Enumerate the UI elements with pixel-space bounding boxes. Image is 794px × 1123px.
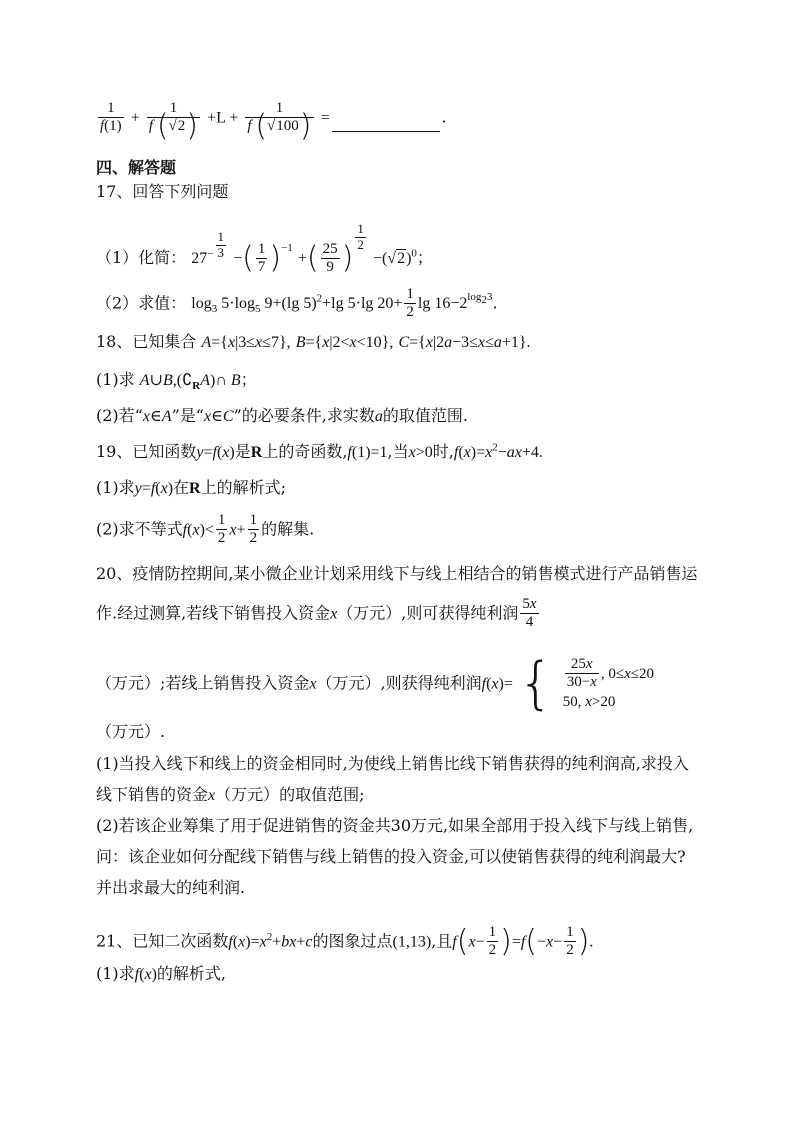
q19-part1: (1)求y=f(x)在R上的解析式; (96, 478, 287, 497)
q21-part1-b: 的解析式, (156, 964, 226, 983)
q20-line3-b: （万元）,则获得纯利润 (316, 673, 482, 693)
fraction-1-over-f-sqrt2: $\frac{1}{f (√2)}$ (148, 100, 198, 144)
q20-line3-a: （万元）;若线上销售投入资金 (96, 673, 310, 693)
q18-var-a: a (374, 408, 383, 425)
q18-stem: 18、已知集合 A={x|3≤x≤7}, B={x|2<x<10}, C={x|2a−3≤x≤a+1}. (96, 332, 531, 351)
q19-stem-d: ,当 (387, 442, 409, 461)
q20-part2-line1: (2)若该企业筹集了用于促进销售的资金共30万元,如果全部用于投入线下与线上销售, (96, 816, 694, 835)
q19-stem-e: 时, (432, 442, 454, 461)
q20-line1: 20、疫情防控期间,某小微企业计划采用线下与线上相结合的销售模式进行产品销售运 (96, 564, 698, 583)
q17-stem: 17、回答下列问题 (96, 182, 229, 201)
q17-part2-end: . (492, 293, 498, 313)
q21-part1-a: (1)求 (96, 964, 135, 983)
q16-expression: $\frac{1}{f(1)}$ + $\frac{1}{f (√2)}$ +L + $\frac{1}{f (√100)}$ = . (100, 100, 447, 144)
q16-period: . (441, 107, 447, 127)
answer-blank[interactable] (332, 131, 440, 132)
piecewise-function: { $\frac{25x}{30-x}$ , 0≤x≤20 50, x>20 (517, 651, 654, 716)
q19-part1-a: (1)求 (96, 478, 135, 497)
q18-part2: (2)若“x∈A”是“x∈C”的必要条件,求实数a的取值范围. (96, 406, 468, 425)
q18-part2-d: 的取值范围. (382, 406, 468, 425)
q19-stem-a: 19、已知函数 (96, 442, 197, 461)
q19-stem-b: 是 (234, 442, 251, 461)
q19-real-R-2: R (189, 480, 201, 497)
q20-line4: （万元）. (96, 722, 166, 741)
q19-part2-a: (2)求不等式 (96, 519, 183, 539)
q17-part1-label: （1）化简： (96, 247, 187, 267)
q20-line2-a: 作.经过测算,若线下销售投入资金 (96, 603, 331, 623)
q18-part2-b: ”是“ (171, 406, 204, 425)
q18-part1-label: (1)求 (96, 370, 135, 389)
q21-stem-b: 的图象过点 (312, 931, 393, 951)
q19-part1-b: 在 (173, 478, 190, 497)
q20-part1-line2-a: 线下销售的资金 (96, 785, 209, 804)
q19-real-R: R (250, 444, 263, 461)
q20-part1-line2-b: （万元）的取值范围; (215, 785, 365, 804)
q21-stem-a: 21、已知二次函数 (96, 931, 229, 951)
q19-stem-c: 上的奇函数, (262, 442, 348, 461)
q19-part2: (2)求不等式f(x)< $\frac{1}{2}$ x+ $\frac{1}{2}$ 的解集. (96, 512, 315, 547)
q20-part2-line2: 问：该企业如何分配线下销售与线上销售的投入资金,可以使销售获得的纯利润最大? (96, 847, 686, 866)
q21-stem-c: ,且 (431, 931, 453, 951)
fraction-1-over-f1: $\frac{1}{f(1)}$ (100, 100, 122, 135)
q18-part1-end: ； (240, 370, 257, 389)
q17-part1: （1）化简： $27^{- \frac{1}{3}}$ −( $\frac{1}{7}$ )$^{-1}$ +( $\frac{25}{9}$ ) $^{\frac{1}{2}}$ $-(√2)^0$； (96, 221, 433, 276)
q20-part1-line2: 线下销售的资金x（万元）的取值范围; (96, 785, 365, 804)
q19-stem: 19、已知函数y=f(x)是R上的奇函数,f(1)=1,当x>0时$,f(x)=x^2-ax+4$. (96, 441, 543, 461)
q18-part2-a: (2)若“ (96, 406, 143, 425)
fraction-1-over-f-sqrt100: $\frac{1}{f (√100)}$ (247, 100, 312, 144)
q20-part2-line3: 并出求最大的纯利润. (96, 878, 246, 897)
q21-stem: 21、已知二次函数$f(x)=x^2+bx+c$的图象过点(1,13),且f(x− $\frac{1}{2}$ )=f(−x− $\frac{1}{2}$ ). (96, 923, 594, 959)
q19-part2-b: 的解集. (261, 519, 315, 539)
q18-part2-c: ”的必要条件,求实数 (233, 406, 375, 425)
q19-part1-c: 上的解析式; (200, 478, 287, 497)
q21-part1: (1)求f(x)的解析式, (96, 964, 226, 983)
q17-part2: （2）求值： $\log_3 5\cdot\log_5$ 9+(lg 5)$^2$+lg 5·lg 20+ $\frac{1}{2}$ $\lg 16-2^{log_23}$. (96, 286, 498, 321)
q16-equals: = (320, 109, 330, 127)
q18-stem-text: 18、已知集合 (96, 332, 197, 351)
q20-part1-line1: (1)当投入线下和线上的资金相同时,为使线上销售比线下销售获得的纯利润高,求投入 (96, 754, 689, 773)
q17-part1-end: ； (416, 247, 433, 267)
section-title: 四、解答题 (96, 158, 177, 177)
q17-part2-label: （2）求值： (96, 293, 187, 313)
q20-line2-b: （万元）,则可获得纯利润 (337, 603, 519, 623)
q20-line3: （万元）;若线上销售投入资金x（万元）,则获得纯利润f(x)= { $\frac{25x}{30-x}$ , 0≤x≤20 50, x>20 (96, 651, 654, 716)
q20-line2: 作.经过测算,若线下销售投入资金x（万元）,则可获得纯利润 $\frac{5x}{4}$ (96, 596, 537, 631)
q18-part1: (1)求 $A\cup B,(∁_RA)\cap$ B； (96, 370, 257, 393)
q16-ellipsis: +L + (207, 109, 239, 127)
